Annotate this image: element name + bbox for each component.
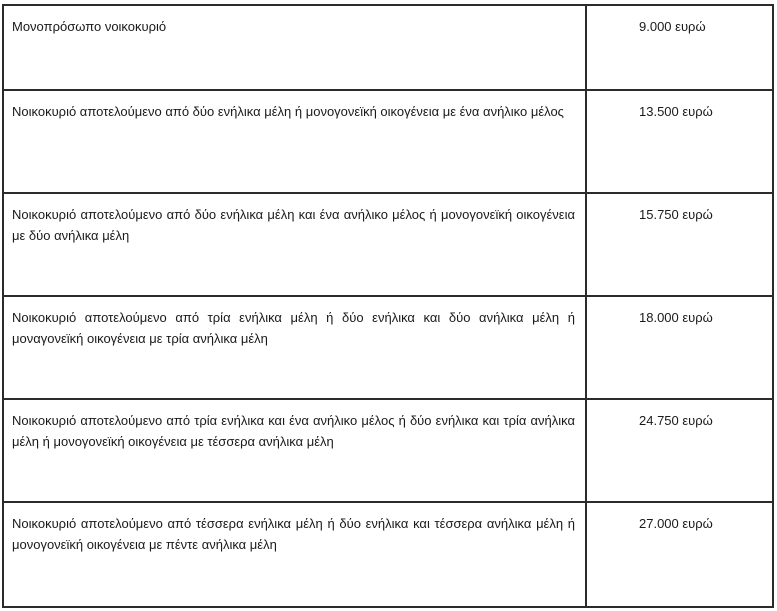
income-amount: 27.000 ευρώ bbox=[586, 502, 773, 607]
household-description: Νοικοκυριό αποτελούμενο από τρία ενήλικα μέλη ή δύο ενήλικα και δύο ανήλικα μέλη ή μοναγονεϊκή οικογένεια με τρία ανήλικα μέλη bbox=[3, 296, 586, 399]
household-description: Νοικοκυριό αποτελούμενο από τρία ενήλικα και ένα ανήλικο μέλος ή δύο ενήλικα και τρία ανήλικα μέλη ή μονογονεϊκή οικογένεια με τέσσερα ανήλικα μέλη bbox=[3, 399, 586, 502]
table-row bbox=[3, 193, 773, 296]
table-row bbox=[3, 5, 773, 90]
table-row bbox=[3, 296, 773, 399]
income-amount: 13.500 ευρώ bbox=[586, 90, 773, 193]
table-row bbox=[3, 399, 773, 502]
table-row bbox=[3, 502, 773, 607]
income-amount: 9.000 ευρώ bbox=[586, 5, 773, 90]
household-description: Μονοπρόσωπο νοικοκυριό bbox=[3, 5, 586, 90]
household-description: Νοικοκυριό αποτελούμενο από δύο ενήλικα μέλη και ένα ανήλικο μέλος ή μονογονεϊκή οικογένεια με δύο ανήλικα μέλη bbox=[3, 193, 586, 296]
income-amount: 24.750 ευρώ bbox=[586, 399, 773, 502]
household-income-table bbox=[2, 4, 774, 608]
household-description: Νοικοκυριό αποτελούμενο από τέσσερα ενήλικα μέλη ή δύο ενήλικα και τέσσερα ανήλικα μέλη ή μονογονεϊκή οικογένεια με πέντε ανήλικα μέλη bbox=[3, 502, 586, 607]
household-description: Νοικοκυριό αποτελούμενο από δύο ενήλικα μέλη ή μονογονεϊκή οικογένεια με ένα ανήλικο μέλος bbox=[3, 90, 586, 193]
income-amount: 18.000 ευρώ bbox=[586, 296, 773, 399]
income-amount: 15.750 ευρώ bbox=[586, 193, 773, 296]
table-row bbox=[3, 90, 773, 193]
